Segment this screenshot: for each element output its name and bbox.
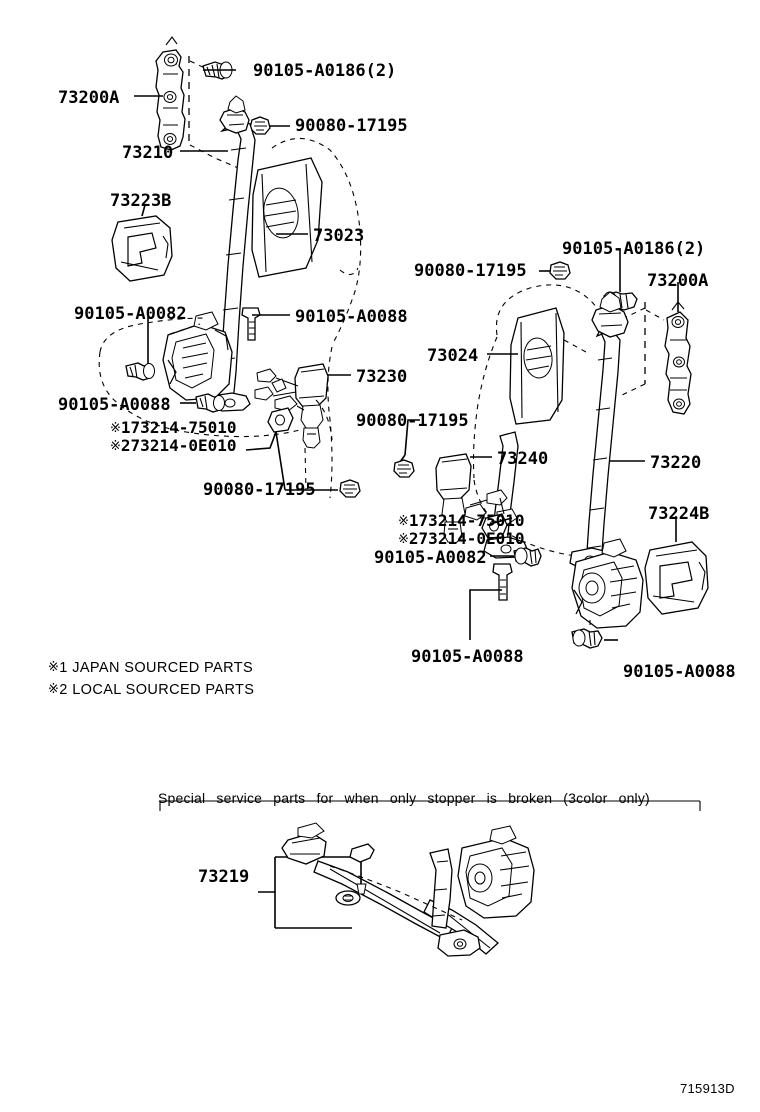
legend-mark-num: 1: [59, 660, 68, 676]
legend-mark-1: ※: [48, 660, 60, 675]
label-90080-17195-left-mid[interactable]: 90080-17195: [356, 411, 469, 431]
legend-line-local: [48, 679, 254, 701]
note-mark-1: ※: [110, 421, 121, 436]
bottom-assembly-artwork: [282, 823, 534, 956]
label-73219[interactable]: 73219: [198, 867, 250, 887]
label-73023[interactable]: 73023: [313, 226, 365, 246]
part-90105-a0088-bolt-right-bottom: [572, 629, 602, 648]
diagram-footer-code: 715913D: [680, 1081, 735, 1096]
label-90105-a0186-left[interactable]: 90105-A0186(2): [253, 61, 397, 81]
label-90105-a0082-right[interactable]: 90105-A0082: [374, 548, 487, 568]
dashed-guide-left-rail-2: [190, 145, 243, 170]
label-90105-a0088-left-lower[interactable]: 90105-A0088: [58, 395, 171, 415]
note-mark-num: 1: [408, 511, 419, 530]
part-90105-a0088-bolt-left-lower: [196, 394, 225, 412]
part-90105-a0082-bolt-left: [126, 363, 155, 380]
label-90105-a0088-right-bottom[interactable]: 90105-A0088: [623, 662, 736, 682]
legend-mark-2: ※: [48, 682, 60, 697]
label-73200a-left[interactable]: 73200A: [58, 88, 120, 108]
label-90105-a0186-right[interactable]: 90105-A0186(2): [562, 239, 706, 259]
legend-mark-num: 2: [59, 682, 68, 698]
note-text: 73214-0E010: [418, 529, 525, 548]
label-90105-a0088-right-center[interactable]: 90105-A0088: [411, 647, 524, 667]
special-service-parts-caption: Special service parts for when only stopper is broken (3color only): [158, 790, 650, 806]
note-mark-2: ※: [398, 532, 409, 547]
part-73224b-anchor-cover-right: [645, 542, 708, 614]
label-73220[interactable]: 73220: [650, 453, 702, 473]
part-90080-17195-nut-right-lower: [394, 460, 414, 477]
part-73214-stopper-left: [268, 408, 293, 432]
part-73220-belt-webbing-right: [570, 292, 628, 569]
note-text: 73214-0E010: [130, 436, 237, 455]
part-90080-17195-nut-left-bottom: [340, 480, 360, 497]
note-73214-75010-right[interactable]: [398, 511, 525, 531]
part-73023-shoulder-anchor-cover-left: [252, 158, 322, 277]
label-73223b[interactable]: 73223B: [110, 191, 172, 211]
label-73024[interactable]: 73024: [427, 346, 479, 366]
legend-text-japan: JAPAN SOURCED PARTS: [72, 660, 254, 676]
part-73223b-anchor-cover-left: [112, 216, 172, 281]
note-text: 73214-75010: [130, 418, 237, 437]
note-73214-0e010-left[interactable]: [110, 436, 237, 456]
note-mark-2: ※: [110, 439, 121, 454]
part-73200a-right-anchor-rail: [665, 302, 691, 414]
label-73210[interactable]: 73210: [122, 143, 174, 163]
label-90105-a0082-left[interactable]: 90105-A0082: [74, 304, 187, 324]
legend-line-japan: [48, 657, 254, 679]
note-73214-75010-left[interactable]: [110, 418, 237, 438]
note-mark-1: ※: [398, 514, 409, 529]
label-73240[interactable]: 73240: [497, 449, 549, 469]
label-73224b[interactable]: 73224B: [648, 504, 710, 524]
label-73230[interactable]: 73230: [356, 367, 408, 387]
part-73214-retractor-left: [163, 312, 232, 400]
part-73024-shoulder-anchor-cover-right: [510, 308, 564, 424]
sourced-parts-legend: [48, 657, 254, 701]
label-90105-a0088-left-upper[interactable]: 90105-A0088: [295, 307, 408, 327]
note-mark-num: 1: [120, 418, 131, 437]
part-90080-17195-nut-right-top: [550, 262, 570, 279]
note-73214-0e010-right[interactable]: [398, 529, 525, 549]
label-90080-17195-right-top[interactable]: 90080-17195: [414, 261, 527, 281]
part-90105-a0088-bolt-right-center: [493, 564, 512, 600]
part-73200a-left-anchor-rail: [156, 37, 185, 150]
label-90080-17195-left-bottom[interactable]: 90080-17195: [203, 480, 316, 500]
note-mark-num: 2: [408, 529, 419, 548]
legend-text-local: LOCAL SOURCED PARTS: [72, 682, 255, 698]
note-mark-num: 2: [120, 436, 131, 455]
part-90105-a0082-bolt-right: [514, 548, 541, 566]
note-text: 73214-75010: [418, 511, 525, 530]
label-90080-17195-left-top[interactable]: 90080-17195: [295, 116, 408, 136]
label-73200a-right[interactable]: 73200A: [647, 271, 709, 291]
part-90105-a0088-bolt-left-upper: [242, 308, 260, 340]
